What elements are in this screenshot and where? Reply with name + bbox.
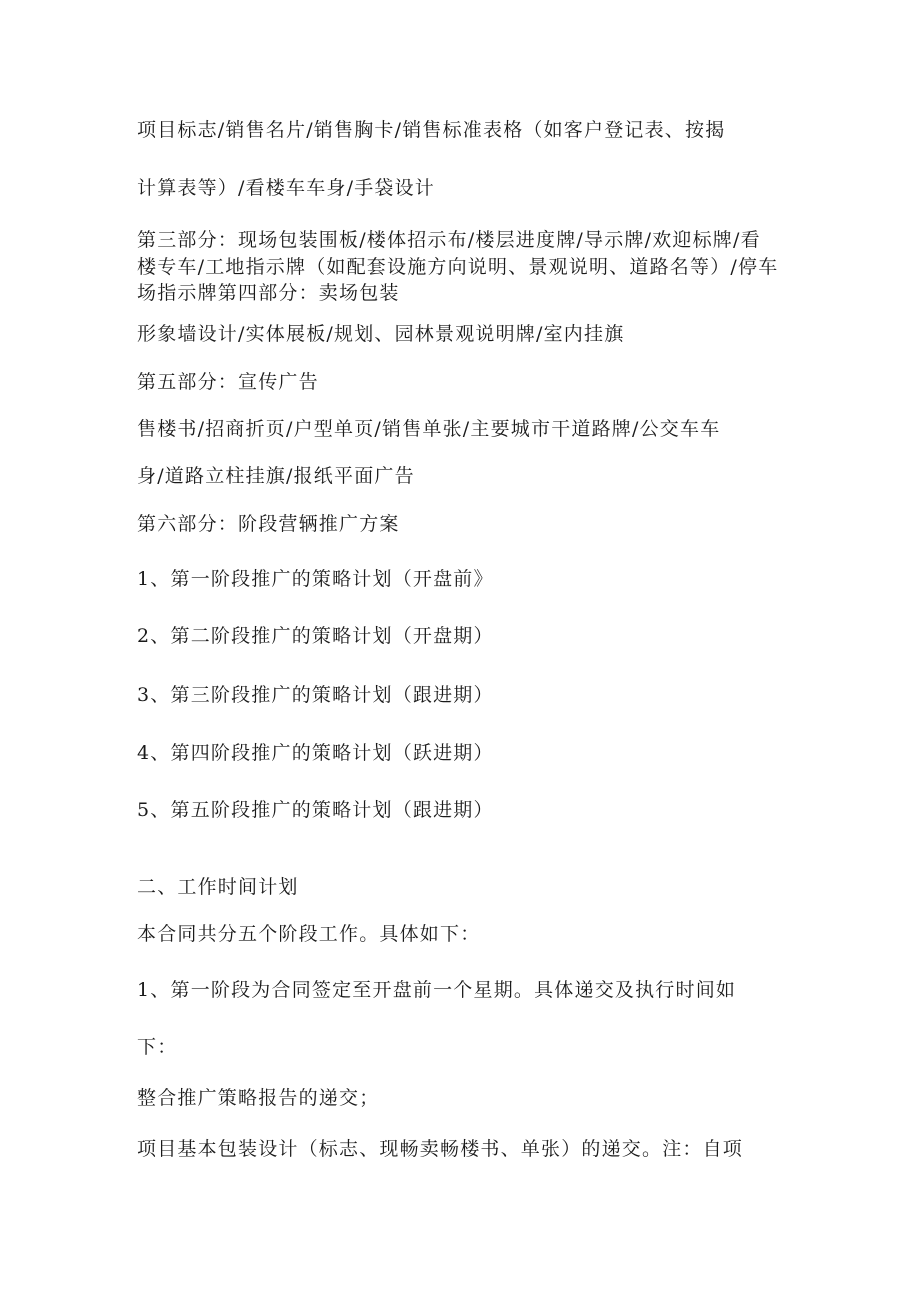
text-line-part3-cont2: 场指示牌第四部分：卖场包装 [137,282,400,304]
text-line-item-identity: 项目标志/销售名片/销售胸卡/销售标准表格（如客户登记表、按揭 [137,119,726,141]
text-line-stage-2: 2、第二阶段推广的策略计划（开盘期） [137,625,494,647]
text-line-part3: 第三部分：现场包装围板/楼体招示布/楼层进度牌/导示牌/欢迎标牌/看 [137,229,761,251]
text-line-phase-1-cont: 下： [137,1036,178,1058]
text-line-part4-items: 形象墙设计/实体展板/规划、园林景观说明牌/室内挂旗 [137,323,625,345]
text-line-basic-packaging: 项目基本包装设计（标志、现畅卖畅楼书、单张）的递交。注：自项 [137,1138,744,1160]
text-line-section-2-heading: 二、工作时间计划 [137,876,299,898]
text-line-strategy-report: 整合推广策略报告的递交； [137,1087,380,1109]
text-line-item-identity-cont: 计算表等）/看楼车车身/手袋设计 [137,177,436,199]
text-line-stage-5: 5、第五阶段推广的策略计划（跟进期） [137,799,494,821]
text-line-stage-3: 3、第三阶段推广的策略计划（跟进期） [137,684,494,706]
text-line-part6-heading: 第六部分：阶段营辆推广方案 [137,513,400,535]
text-line-part5-items: 售楼书/招商折页/户型单页/销售单张/主要城市干道路牌/公交车车 [137,418,721,440]
text-line-stage-1: 1、第一阶段推广的策略计划（开盘前》 [137,568,494,590]
text-line-stage-4: 4、第四阶段推广的策略计划（跃进期） [137,742,494,764]
text-line-part5-heading: 第五部分：宣传广告 [137,371,319,393]
text-line-part3-cont1: 楼专车/工地指示牌（如配套设施方向说明、景观说明、道路名等）/停车 [137,256,779,278]
text-line-phase-1: 1、第一阶段为合同签定至开盘前一个星期。具体递交及执行时间如 [137,979,737,1001]
text-line-contract-intro: 本合同共分五个阶段工作。具体如下： [137,923,481,945]
text-line-part5-items-cont: 身/道路立柱挂旗/报纸平面广告 [137,465,415,487]
